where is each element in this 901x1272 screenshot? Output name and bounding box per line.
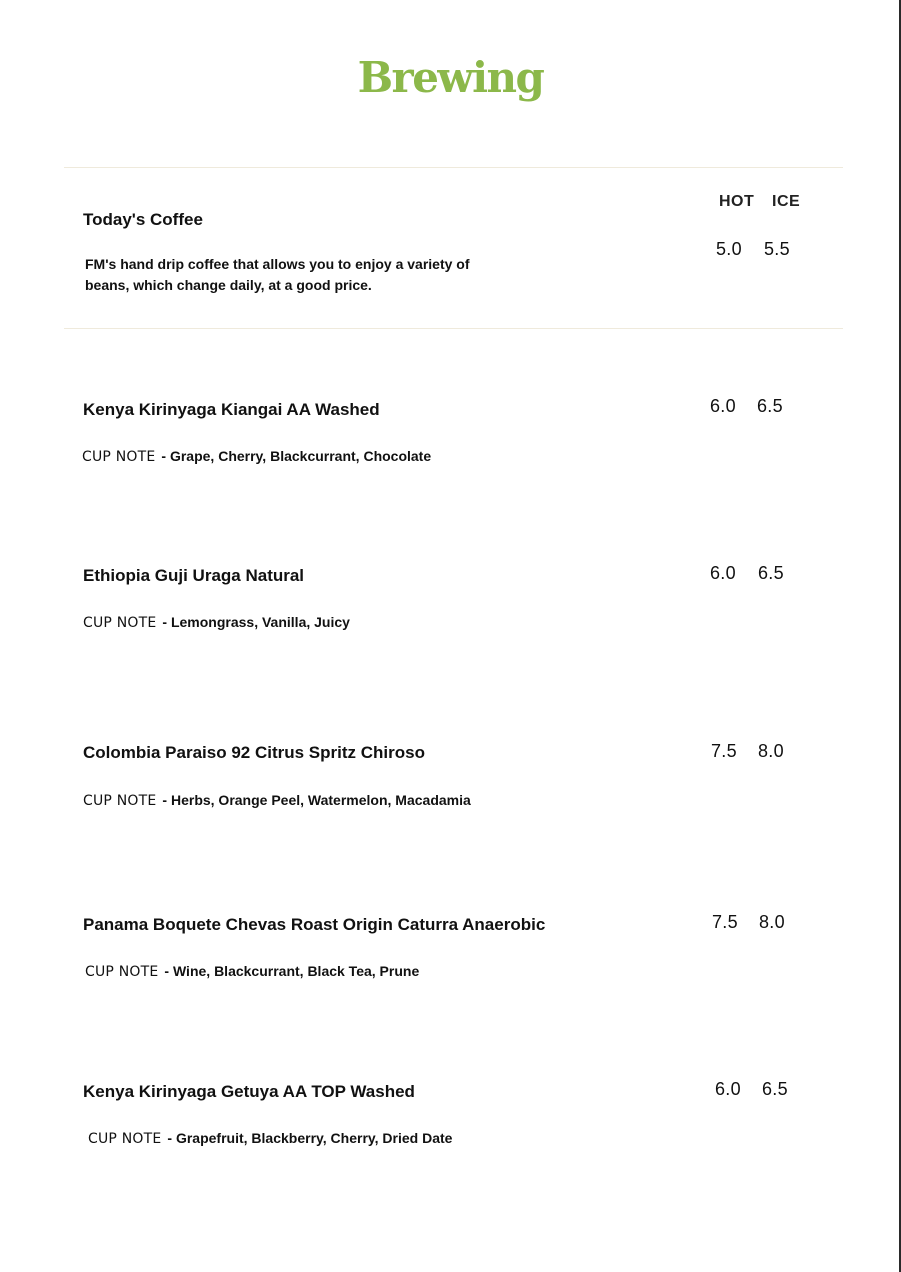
menu-item-ice-price: 8.0: [759, 912, 785, 932]
page-title: Brewing: [357, 53, 544, 102]
today-coffee-hot-price: 5.0: [716, 239, 742, 259]
cup-note-text: Grape, Cherry, Blackcurrant, Chocolate: [169, 448, 432, 464]
cup-note-text: Grapefruit, Blackberry, Cherry, Dried Date: [175, 1130, 453, 1146]
cup-note-text: Lemongrass, Vanilla, Juicy: [170, 614, 350, 630]
menu-item-name: Ethiopia Guji Uraga Natural: [83, 566, 305, 585]
menu-item-ice-price: 6.5: [762, 1079, 788, 1099]
menu-item-cup-note: [83, 792, 471, 809]
cup-note-separator: -: [162, 792, 168, 808]
cup-note-label: CUP NOTE: [82, 449, 156, 465]
menu-item-name: Kenya Kirinyaga Kiangai AA Washed: [83, 400, 380, 419]
cup-note-label: CUP NOTE: [83, 615, 157, 631]
menu-item-name: Panama Boquete Chevas Roast Origin Caturra Anaerobic: [83, 915, 546, 934]
menu-item-cup-note: [88, 1130, 452, 1147]
menu-item-name: Colombia Paraiso 92 Citrus Spritz Chiroso: [83, 743, 425, 762]
column-header-hot: HOT: [719, 193, 755, 210]
menu-item-ice-price: 8.0: [758, 741, 784, 761]
today-coffee-description: FM's hand drip coffee that allows you to enjoy a variety of beans, which change daily, at a good price.: [85, 256, 470, 293]
today-coffee-ice-price: 5.5: [764, 239, 790, 259]
menu-item-cup-note: [83, 614, 350, 631]
cup-note-label: CUP NOTE: [85, 964, 159, 980]
cup-note-separator: -: [167, 1130, 173, 1146]
cup-note-separator: -: [161, 448, 167, 464]
menu-item-name: Kenya Kirinyaga Getuya AA TOP Washed: [83, 1082, 415, 1101]
menu-item-ice-price: 6.5: [757, 396, 783, 416]
cup-note-separator: -: [164, 963, 170, 979]
today-section-top-divider: [64, 167, 843, 168]
cup-note-text: Herbs, Orange Peel, Watermelon, Macadamia: [170, 792, 471, 808]
menu-item-hot-price: 6.0: [710, 563, 736, 583]
menu-item-hot-price: 6.0: [710, 396, 736, 416]
menu-item-hot-price: 7.5: [712, 912, 738, 932]
menu-item-cup-note: [82, 448, 431, 465]
cup-note-separator: -: [162, 614, 168, 630]
cup-note-label: CUP NOTE: [83, 793, 157, 809]
column-header-ice: ICE: [772, 193, 801, 210]
menu-item-cup-note: [85, 963, 419, 980]
menu-item-ice-price: 6.5: [758, 563, 784, 583]
cup-note-label: CUP NOTE: [88, 1131, 162, 1147]
today-section-bottom-divider: [64, 328, 843, 329]
cup-note-text: Wine, Blackcurrant, Black Tea, Prune: [172, 963, 420, 979]
today-coffee-name: Today's Coffee: [83, 210, 203, 229]
menu-item-hot-price: 7.5: [711, 741, 737, 761]
menu-item-hot-price: 6.0: [715, 1079, 741, 1099]
